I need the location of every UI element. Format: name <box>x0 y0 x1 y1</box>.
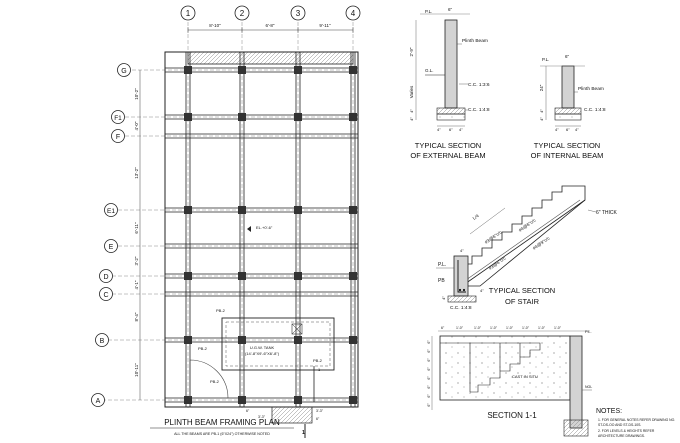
svg-text:6": 6" <box>441 326 445 330</box>
svg-text:4": 4" <box>575 127 579 132</box>
svg-text:6": 6" <box>566 127 570 132</box>
svg-text:8'-4": 8'-4" <box>134 312 139 322</box>
svg-text:2'-9": 2'-9" <box>409 47 414 57</box>
svg-text:10'-11": 10'-11" <box>134 363 139 377</box>
external-cc-layer-1 <box>437 108 465 114</box>
svg-text:P.L.: P.L. <box>542 57 550 62</box>
svg-text:3'-3": 3'-3" <box>258 415 265 419</box>
svg-text:4": 4" <box>460 248 464 253</box>
svg-text:6": 6" <box>316 417 320 421</box>
svg-text:#3@6"c/c: #3@6"c/c <box>483 229 503 245</box>
svg-text:Plinth Beam: Plinth Beam <box>578 87 604 92</box>
section-title: SECTION 1-1 <box>487 411 537 420</box>
left-dimensions <box>134 70 140 400</box>
col-spacing: 9'-11" <box>319 23 331 28</box>
stair-title-1: TYPICAL SECTION <box>488 286 556 295</box>
svg-text:L/4: L/4 <box>471 213 480 221</box>
svg-text:6": 6" <box>427 349 431 353</box>
section-top-dims <box>441 326 562 330</box>
column-bubbles <box>181 6 360 20</box>
row-label: F <box>115 134 121 141</box>
note-line: 2. FOR LEVELS & HEIGHTS REFER <box>598 429 655 433</box>
svg-text:NGL: NGL <box>585 385 593 389</box>
svg-text:6'-11": 6'-11" <box>134 222 139 234</box>
svg-text:1: 1 <box>302 430 305 436</box>
svg-text:#4@6"c/c: #4@6"c/c <box>517 217 537 233</box>
svg-text:6": 6" <box>427 385 431 389</box>
svg-text:CAST IN SITU: CAST IN SITU <box>512 374 538 379</box>
svg-text:6": 6" <box>427 358 431 362</box>
svg-text:6" THICK: 6" THICK <box>596 210 617 216</box>
internal-beam-title-1: TYPICAL SECTION <box>533 141 601 150</box>
internal-beam-body <box>562 66 574 108</box>
svg-text:4": 4" <box>539 109 544 113</box>
tank-size: (14'-8"X9'-6"X6'-8") <box>244 351 280 356</box>
note-line: ST-DS-OO AND ST-DS-10S. <box>598 423 642 427</box>
internal-cc-layer-2 <box>555 114 581 120</box>
external-beam-section <box>409 7 490 160</box>
svg-text:3'-2": 3'-2" <box>134 256 139 266</box>
external-beam-title-1: TYPICAL SECTION <box>414 141 482 150</box>
section-side-dims <box>427 340 431 407</box>
svg-text:4": 4" <box>409 109 414 113</box>
svg-text:1'-0": 1'-0" <box>490 326 497 330</box>
note-line: ARCHITECTURE DRAWINGS. <box>598 434 645 438</box>
svg-text:P.L.: P.L. <box>438 262 447 268</box>
svg-text:1'-0": 1'-0" <box>506 326 513 330</box>
svg-text:C.C. 1:3:6: C.C. 1:3:6 <box>468 83 490 88</box>
beam-tag: PB-2 <box>210 379 219 384</box>
svg-text:P.L.: P.L. <box>425 9 433 14</box>
svg-text:1'-0": 1'-0" <box>554 326 561 330</box>
svg-text:PB: PB <box>438 278 445 284</box>
level-tag: EL.+0'-6" <box>256 225 273 230</box>
svg-text:4": 4" <box>459 127 463 132</box>
svg-text:4": 4" <box>555 127 559 132</box>
svg-text:3'-3": 3'-3" <box>316 409 323 413</box>
internal-beam-title-2: OF INTERNAL BEAM <box>530 151 604 160</box>
row-label: F1 <box>114 115 122 122</box>
svg-text:C.C. 1:4:8: C.C. 1:4:8 <box>468 108 490 113</box>
svg-text:P.L.: P.L. <box>585 329 592 334</box>
section-footing <box>564 420 588 436</box>
svg-text:#3@6"c/c: #3@6"c/c <box>487 255 507 271</box>
svg-text:6": 6" <box>427 340 431 344</box>
top-beam-strip <box>188 52 353 64</box>
column-label: 2 <box>239 9 245 18</box>
section-slab <box>440 336 570 400</box>
svg-text:13'-2": 13'-2" <box>134 167 139 179</box>
svg-text:6": 6" <box>427 394 431 398</box>
svg-text:4": 4" <box>441 296 446 300</box>
svg-text:4": 4" <box>539 117 544 121</box>
svg-text:4": 4" <box>437 127 441 132</box>
internal-beam-section <box>531 54 606 160</box>
svg-text:G.L.: G.L. <box>425 68 434 73</box>
svg-text:6": 6" <box>246 409 250 413</box>
section-right-wall <box>570 336 582 428</box>
column-label: 1 <box>185 9 191 18</box>
stair-base-layer <box>448 296 476 302</box>
notes-block <box>596 408 675 438</box>
row-label: A <box>95 398 101 405</box>
section-cut-marker <box>314 366 321 402</box>
column-label: 4 <box>350 9 356 18</box>
svg-text:4": 4" <box>480 288 484 293</box>
section-1-1 <box>427 326 592 436</box>
col-spacing: 8'-10" <box>209 23 221 28</box>
internal-cc-layer-1 <box>555 108 581 114</box>
svg-text:6": 6" <box>449 127 453 132</box>
svg-text:C.C. 1:4:8: C.C. 1:4:8 <box>450 306 472 311</box>
row-bubbles <box>92 64 131 407</box>
svg-text:6": 6" <box>565 54 570 59</box>
col-spacing: 6'-8" <box>265 23 275 28</box>
beam-tag: PB-2 <box>198 346 207 351</box>
svg-text:Varies: Varies <box>409 85 414 99</box>
framing-plan <box>92 6 361 438</box>
row-label: E1 <box>107 208 115 215</box>
plan-title: PLINTH BEAM FRAMING PLAN <box>164 418 280 427</box>
north-marker <box>302 424 305 438</box>
note-line: 1. FOR GENERAL NOTES REFER DRAWING NO. <box>598 418 676 422</box>
external-beam-body <box>445 20 457 108</box>
beam-tag: PB-2 <box>313 358 322 363</box>
row-label: C <box>103 292 109 299</box>
svg-text:Plinth Beam: Plinth Beam <box>462 39 488 44</box>
svg-text:C.C. 1:4:8: C.C. 1:4:8 <box>584 108 606 113</box>
svg-text:1'-0": 1'-0" <box>538 326 545 330</box>
tank-label: U.G.W. TANK <box>249 345 275 350</box>
external-cc-layer-2 <box>437 114 465 120</box>
row-label: B <box>99 338 105 345</box>
svg-text:4": 4" <box>409 117 414 121</box>
svg-text:1'-0": 1'-0" <box>522 326 529 330</box>
svg-text:4'-0": 4'-0" <box>134 121 139 131</box>
svg-text:24": 24" <box>539 84 544 92</box>
svg-text:1: 1 <box>318 367 321 372</box>
svg-text:#4@9"c/c: #4@9"c/c <box>531 235 551 251</box>
svg-text:4'-1": 4'-1" <box>134 280 139 290</box>
external-beam-title-2: OF EXTERNAL BEAM <box>410 151 486 160</box>
stair-steps <box>462 186 585 286</box>
beam-tag: PB-2 <box>216 308 225 313</box>
svg-text:6": 6" <box>427 376 431 380</box>
plan-note: ALL THE BEAMS ARE PB-1 (6"X24") OTHERWISE NOTED <box>174 432 270 436</box>
stair-section <box>436 186 618 311</box>
row-label: D <box>103 274 109 281</box>
row-label: G <box>121 68 127 75</box>
svg-text:6": 6" <box>448 7 453 12</box>
column-label: 3 <box>295 9 301 18</box>
top-dimensions <box>188 23 353 33</box>
svg-text:1'-0": 1'-0" <box>474 326 481 330</box>
row-grid-lines <box>99 70 358 400</box>
svg-text:10'-2": 10'-2" <box>134 88 139 100</box>
svg-text:6": 6" <box>427 367 431 371</box>
row-label: E <box>108 244 114 251</box>
svg-text:6": 6" <box>427 403 431 407</box>
stair-title-2: OF STAIR <box>504 297 540 306</box>
svg-text:1'-0": 1'-0" <box>456 326 463 330</box>
notes-heading: NOTES: <box>596 408 623 415</box>
